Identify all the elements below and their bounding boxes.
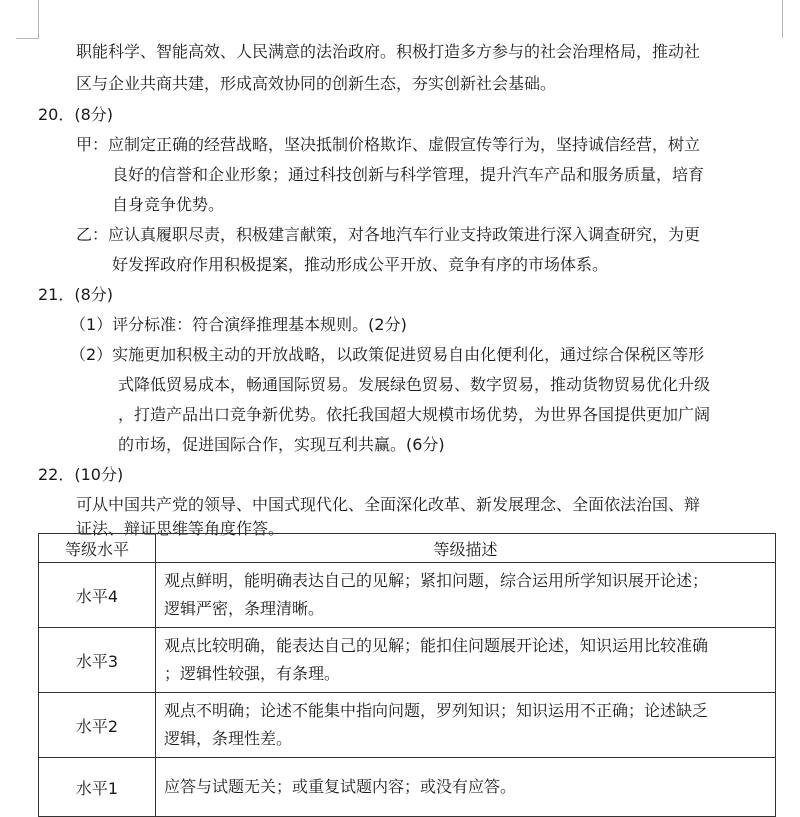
crop-mark-left	[16, 0, 39, 39]
q21-part2-line-3: ，打造产品出口竞争新优势。依托我国超大规模市场优势，为世界各国提供更加广阔	[118, 405, 711, 424]
q21-part2-line-1: （2）实施更加积极主动的开放战略，以政策促进贸易自由化便利化，通过综合保税区等形	[70, 345, 705, 364]
q21-part2-line-2: 式降低贸易成本，畅通国际贸易。发展绿色贸易、数字贸易，推动货物贸易优化升级	[118, 375, 711, 394]
level-cell: 水平3	[39, 628, 156, 693]
q20-jia-line-2: 良好的信誉和企业形象；通过科技创新与科学管理，提升汽车产品和服务质量，培育	[112, 165, 705, 184]
level-cell: 水平1	[39, 758, 156, 817]
q20-yi-line-2: 好发挥政府作用积极提案，推动形成公平开放、竞争有序的市场体系。	[112, 255, 609, 274]
description-line: 逻辑严密，条理清晰。	[164, 599, 325, 618]
description-line: ；逻辑性较强，有条理。	[164, 664, 341, 683]
q21-part1: （1）评分标准：符合演绎推理基本规则。(2分)	[70, 315, 407, 334]
q22-body-line-1: 可从中国共产党的领导、中国式现代化、全面深化改革、新发展理念、全面依法治国、辩	[76, 495, 701, 514]
description-line: 观点比较明确，能表达自己的见解；能扣住问题展开论述，知识运用比较准确	[164, 636, 709, 655]
intro-line-1: 职能科学、智能高效、人民满意的法治政府。积极打造多方参与的社会治理格局，推动社	[76, 42, 701, 61]
description-cell	[156, 758, 776, 817]
description-cell	[156, 563, 776, 628]
table-header-row	[39, 534, 776, 563]
description-line: 观点鲜明，能明确表达自己的见解；紧扣问题，综合运用所学知识展开论述；	[164, 571, 709, 590]
q20-jia-line-1: 甲：应制定正确的经营战略，坚决抵制价格欺诈、虚假宣传等行为，坚持诚信经营，树立	[76, 135, 701, 154]
description-line: 逻辑，条理性差。	[164, 729, 293, 748]
table-row	[39, 758, 776, 817]
q20-yi-line-1: 乙：应认真履职尽责，积极建言献策，对各地汽车行业支持政策进行深入调查研究，为更	[76, 225, 701, 244]
crop-mark-right	[782, 0, 783, 38]
description-cell	[156, 628, 776, 693]
description-line: 观点不明确；论述不能集中指向问题，罗列知识；知识运用不正确；论述缺乏	[164, 701, 709, 720]
description-line: 应答与试题无关；或重复试题内容；或没有应答。	[164, 777, 517, 796]
q22-heading: 22．(10分)	[38, 465, 124, 484]
q20-heading: 20．(8分)	[38, 105, 114, 124]
header-description: 等级描述	[156, 534, 776, 563]
q20-jia-line-3: 自身竞争优势。	[112, 195, 225, 214]
intro-line-2: 区与企业共商共建，形成高效协同的创新生态，夯实创新社会基础。	[76, 74, 557, 93]
level-cell: 水平2	[39, 693, 156, 758]
table-row	[39, 628, 776, 693]
level-cell: 水平4	[39, 563, 156, 628]
q22-body-line-2: 证法、辩证思维等角度作答。	[76, 519, 285, 538]
grading-table	[38, 533, 776, 817]
q21-heading: 21．(8分)	[38, 285, 114, 304]
header-level: 等级水平	[39, 534, 156, 563]
q21-part2-line-4: 的市场，促进国际合作，实现互利共赢。(6分)	[118, 435, 445, 454]
table-row	[39, 693, 776, 758]
description-cell	[156, 693, 776, 758]
table-row	[39, 563, 776, 628]
